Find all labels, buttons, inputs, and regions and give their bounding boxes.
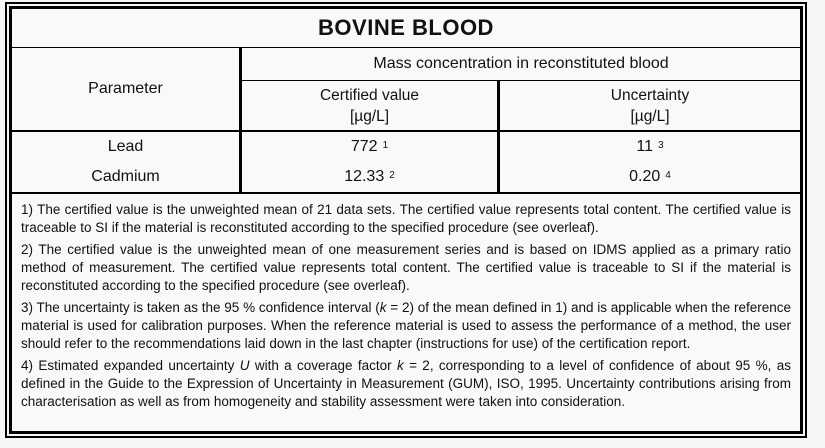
column-header-certified-value (242, 81, 500, 132)
certified-value: 772 (350, 138, 378, 155)
table-row-lead-parameter: Lead (12, 132, 242, 162)
certified-value-label: Certified value (319, 86, 420, 104)
certificate-table (9, 6, 803, 434)
footnote-4: 4) Estimated expanded uncertainty U with a coverage factor k = 2, corresponding to a level of confidence of about 95 %, as defined in the Guide to the Expression of Uncertainty in Measurement (GUM), ISO, 1995. Uncertainty contributions arising from characterisation as well as from homogeneity and stability assessment were taken into consideration. (21, 358, 792, 409)
uncertainty-value: 11 (636, 138, 654, 155)
certified-value-unit: [µg/L] (349, 107, 390, 125)
table-row-lead-uncertainty: 11 $^3$ (636, 138, 664, 155)
table-row-cadmium-uncertainty: 0.20 $^4$ (629, 168, 671, 185)
uncertainty-label: Uncertainty (610, 86, 690, 104)
certified-value: 12.33 (344, 168, 385, 185)
footnotes-section (12, 192, 800, 431)
footnote-2: 2) The certified value is the unweighted mean of one measurement series and is based on IDMS applied as a primary ratio method of measurement. The certified value represents total content. The certified value is traceable to SI if the material is reconstituted according to the specified procedure (see overleaf). (21, 242, 791, 293)
footnote-1: 1) The certified value is the unweighted mean of 21 data sets. The certified value represents total content. The certified value is traceable to SI if the material is reconstituted according to the specified procedure (see overleaf). (21, 202, 791, 235)
footnote-3: 3) The uncertainty is taken as the 95 % confidence interval (k = 2) of the mean defined in 1) and is applicable when the reference material is used for calibration purposes. When the reference material is used to assess the performance of a method, the user should refer to the recommendations laid down in the last chapter (instructions for use) of the certification report. (21, 300, 792, 351)
column-header-uncertainty (500, 81, 800, 132)
certificate-table-frame (5, 2, 807, 438)
values-table (12, 9, 800, 192)
uncertainty-value: 0.20 (629, 168, 661, 185)
column-header-parameter: Parameter (12, 48, 242, 132)
table-row-lead-certified-value: 772 $^1$ (242, 132, 500, 162)
table-row-cadmium-certified-value: 12.33 $^2$ (242, 162, 500, 192)
table-title: BOVINE BLOOD (12, 9, 800, 48)
table-row-cadmium-parameter: Cadmium (12, 162, 242, 192)
span-header-mass-concentration: Mass concentration in reconstituted blood (242, 48, 800, 81)
uncertainty-unit: [µg/L] (630, 107, 670, 125)
